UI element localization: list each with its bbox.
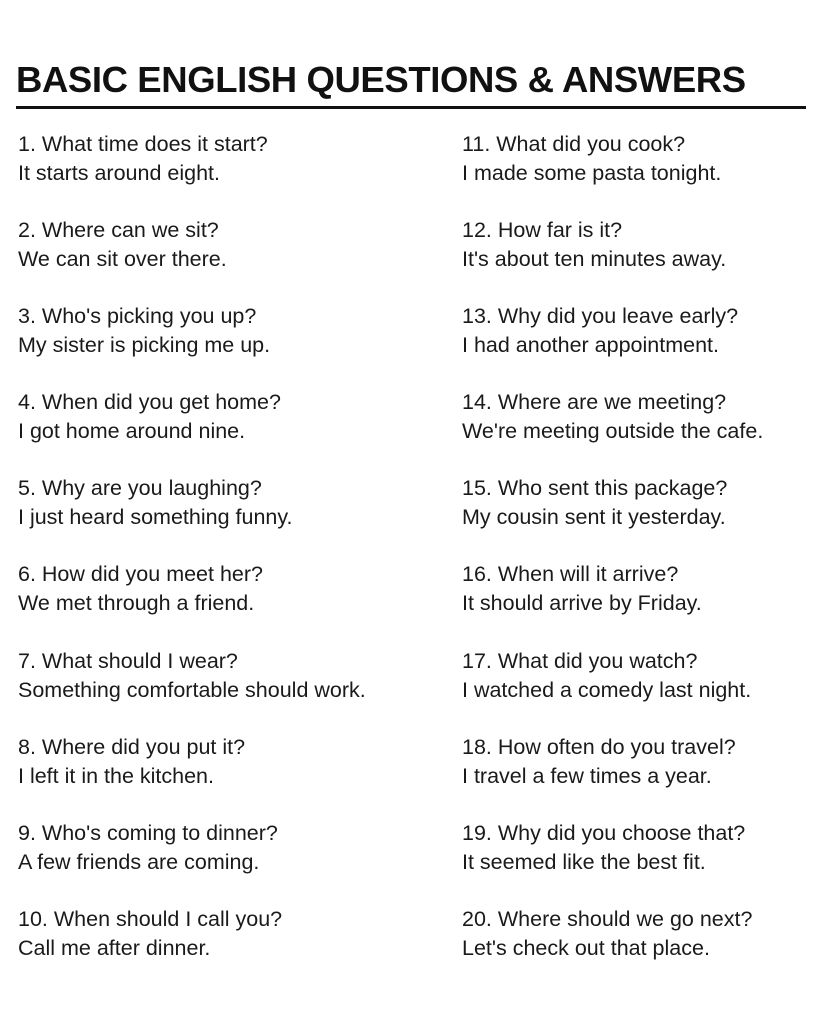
answer: We can sit over there.: [18, 247, 227, 272]
answer: Let's check out that place.: [462, 935, 710, 960]
qa-item: [18, 819, 448, 905]
qa-item: [462, 819, 819, 905]
answer: I watched a comedy last night.: [462, 677, 752, 702]
question: 7. What should I wear?: [18, 648, 238, 673]
answer: It seemed like the best fit.: [462, 849, 706, 874]
question: 11. What did you cook?: [462, 132, 686, 156]
qa-item: [18, 733, 448, 819]
question: 14. Where are we meeting?: [462, 390, 727, 415]
qa-item: [462, 216, 819, 302]
question: 20. Where should we go next?: [462, 906, 753, 931]
qa-item: [462, 130, 819, 216]
qa-item: [18, 388, 448, 474]
qa-item: [462, 733, 819, 819]
question: 19. Why did you choose that?: [462, 820, 746, 845]
question: 10. When should I call you?: [18, 906, 283, 931]
answer: I got home around nine.: [18, 419, 246, 444]
question: 2. Where can we sit?: [18, 218, 219, 243]
question: 3. Who's picking you up?: [18, 304, 257, 329]
qa-item: [18, 130, 448, 216]
answer: Something comfortable should work.: [18, 677, 366, 702]
questions-column-left: [18, 130, 448, 991]
qa-item: [18, 647, 448, 733]
answer: A few friends are coming.: [18, 849, 260, 874]
qa-item: [18, 474, 448, 560]
question: 9. Who's coming to dinner?: [18, 820, 278, 845]
answer: My cousin sent it yesterday.: [462, 505, 726, 530]
answer: We're meeting outside the cafe.: [462, 419, 764, 444]
qa-item: [462, 388, 819, 474]
question: 13. Why did you leave early?: [462, 304, 739, 329]
answer: It's about ten minutes away.: [462, 247, 727, 272]
answer: My sister is picking me up.: [18, 333, 271, 358]
qa-item: [18, 216, 448, 302]
question: 15. Who sent this package?: [462, 476, 728, 501]
answer: Call me after dinner.: [18, 935, 211, 960]
qa-item: [18, 560, 448, 646]
answer: I left it in the kitchen.: [18, 763, 214, 788]
qa-item: [462, 474, 819, 560]
qa-item: [18, 302, 448, 388]
question: 8. Where did you put it?: [18, 734, 246, 759]
question: 18. How often do you travel?: [462, 734, 736, 759]
page-title: BASIC ENGLISH QUESTIONS & ANSWERS: [16, 59, 746, 100]
question: 5. Why are you laughing?: [18, 476, 262, 501]
question: 4. When did you get home?: [18, 390, 281, 415]
qa-item: [462, 302, 819, 388]
answer: I had another appointment.: [462, 333, 719, 358]
qa-item: [18, 905, 448, 991]
qa-item: [462, 647, 819, 733]
answer: It should arrive by Friday.: [462, 591, 702, 616]
question: 6. How did you meet her?: [18, 562, 263, 587]
title-underline: [16, 106, 806, 109]
answer: I just heard something funny.: [18, 505, 293, 530]
answer: I travel a few times a year.: [462, 763, 712, 788]
question: 17. What did you watch?: [462, 648, 698, 673]
questions-column-right: [462, 130, 819, 991]
qa-item: [462, 560, 819, 646]
answer: It starts around eight.: [18, 161, 220, 185]
question: 16. When will it arrive?: [462, 562, 679, 587]
question: 1. What time does it start?: [18, 132, 268, 156]
question: 12. How far is it?: [462, 218, 623, 243]
qa-item: [462, 905, 819, 991]
answer: We met through a friend.: [18, 591, 255, 616]
answer: I made some pasta tonight.: [462, 161, 722, 185]
